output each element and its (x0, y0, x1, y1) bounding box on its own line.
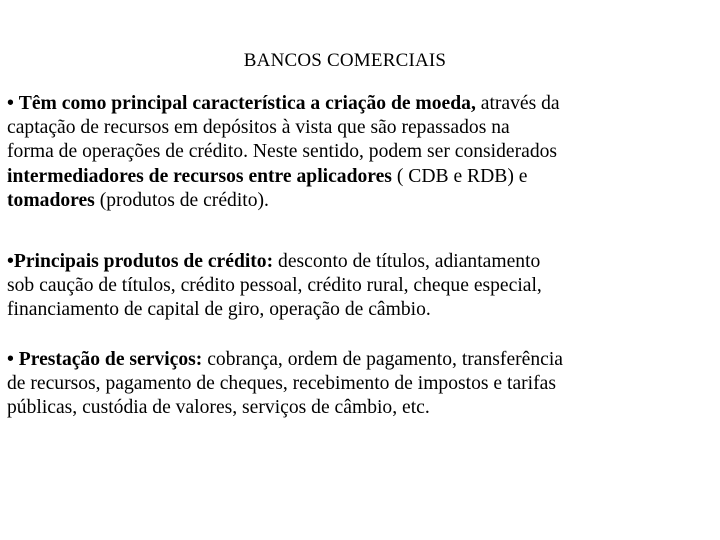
bold-text: Têm como principal característica a criação de moeda, (18, 93, 476, 114)
slide-title: BANCOS COMERCIAIS (243, 50, 447, 71)
bullet: • (7, 93, 14, 114)
paragraph-line: forma de operações de crédito. Neste sentido, podem ser considerados (7, 141, 558, 163)
bold-text: intermediadores de recursos entre aplicadores (7, 165, 392, 187)
paragraph-line (7, 189, 707, 213)
bold-text: tomadores (7, 189, 95, 211)
paragraph-line: de recursos, pagamento de cheques, recebimento de impostos e tarifas (7, 373, 556, 395)
paragraph-line (7, 250, 707, 274)
bold-text: Principais produtos de crédito: (13, 251, 274, 272)
paragraph-line: financiamento de capital de giro, operação de câmbio. (7, 299, 431, 321)
paragraph-line (7, 92, 707, 116)
bullet: • (7, 349, 14, 370)
paragraph-line (7, 165, 707, 189)
text: ( CDB e RDB) e (391, 165, 528, 187)
paragraph-characteristics (7, 92, 707, 213)
paragraph-line: captação de recursos em depósitos à vista que são repassados na (7, 117, 510, 139)
text: (produtos de crédito). (94, 189, 269, 211)
paragraph-line: públicas, custódia de valores, serviços de câmbio, etc. (7, 397, 430, 419)
bold-text: Prestação de serviços: (18, 349, 203, 370)
paragraph-services (7, 348, 707, 421)
text: através da (475, 93, 560, 114)
paragraph-line (7, 348, 707, 372)
paragraph-line: sob caução de títulos, crédito pessoal, crédito rural, cheque especial, (7, 275, 542, 297)
text: desconto de títulos, adiantamento (273, 251, 541, 272)
bullet: • (7, 251, 14, 272)
text: cobrança, ordem de pagamento, transferência (202, 349, 563, 370)
paragraph-credit-products (7, 250, 707, 323)
